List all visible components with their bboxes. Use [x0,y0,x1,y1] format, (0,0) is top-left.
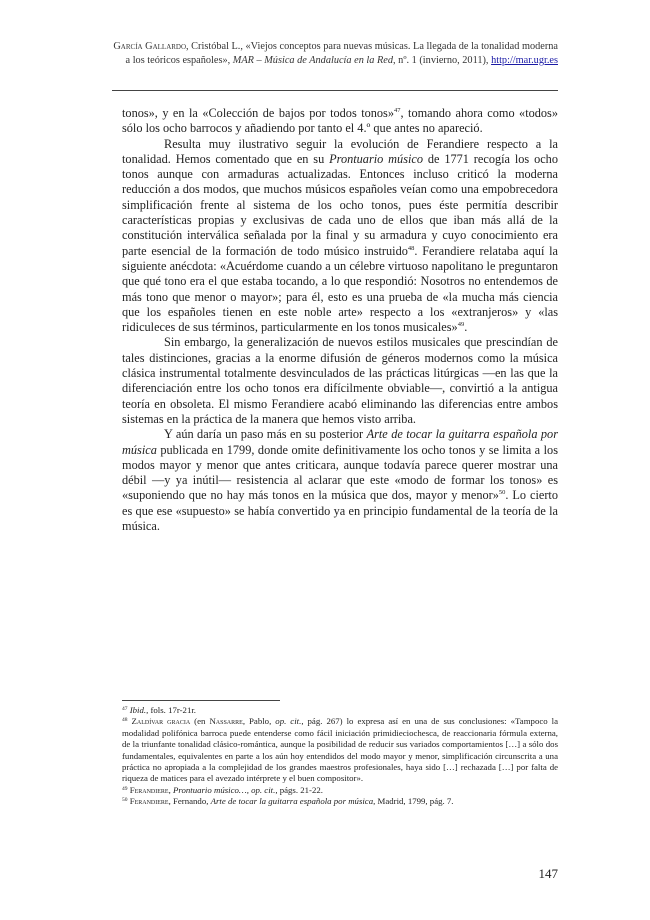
footnote-ref-49[interactable]: 49 [457,321,465,329]
main-text [122,106,558,534]
paragraph-1: tonos», y en la «Colección de bajos por todos tonos»$^{47}$, tomando ahora como «todos» sólo los ocho barrocos y añadiendo por tanto el 4.º que antes no apareció. [122,106,558,136]
header-rule [112,90,558,91]
footnote-50: $^{50}$ Ferandiere, Fernando, Arte de tocar la guitarra española por música, Madrid, 1799, pág. 7. [122,796,454,807]
paragraph-2: Resulta muy ilustrativo seguir la evolución de Ferandiere respecto a la tonalidad. Hemos comentado que en su Prontuario músico de 1771 recogía los ocho tonos aunque con armaduras actualizadas. Entonces incluso criticó la moderna reducción a dos modos, que muchos músicos españoles veían como una empobrecedora simplificación frente al sistema de los ocho tonos, pues éste permitía describir características propias y exclusivas de cada uno de ellos que iban más allá de la constitución interválica señalada por la final y su armadura y cuyo conocimiento era parte esencial de la formación de todo músico instruido$^{48}$. Ferandiere relataba aquí la siguiente anécdota: «Acuérdome cuando a un célebre virtuoso napolitano le preguntaron que qué tono era el que estaba tocando, a lo que respondió: Nosotros no entendemos de más tono que menor o mayor»; para él, esto es una prueba de «la mucha más ciencia que los españoles tienen en este noble arte» respecto a los «extranjeros» y «las ridiculeces de sus términos, particularmente en los tonos musicales»$^{49}$. [122,136,558,335]
header-citation: , Cristóbal L., «Viejos conceptos para nuevas músicas. La llegada de la tonalidad moderna a los teóricos españoles», [125,41,558,66]
header-journal: MAR – Música de Andalucía en la Red [232,54,394,66]
title-prontuario: Prontuario músico [329,151,424,166]
paragraph-4: Y aún daría un paso más en su posterior Arte de tocar la guitarra española por música publicada en 1799, donde omite definitivamente los ocho tonos y se limita a los modos mayor y menor que antes criticara, aunque todavía parece querer mostrar una débil —y ya inútil— resistencia al aclarar que este «modo de formar los tonos» es «suponiendo que no hay más tonos en la música que dos, mayor y menor»$^{50}$. Lo cierto es que ese «supuesto» se había convertido ya en principio fundamental de la teoría de la música. [122,427,558,534]
footnote-ref-50[interactable]: 50 [498,489,506,497]
footnotes [122,705,558,808]
header-author: García Gallardo [113,41,187,52]
footnote-ref-48[interactable]: 48 [407,244,415,252]
footnote-ref-47[interactable]: 47 [394,107,401,114]
page-number: 147 [538,866,558,881]
running-header [110,40,558,67]
title-arte-de-tocar: Arte de tocar la guitarra española por música [122,427,558,457]
paragraph-3: Sin embargo, la generalización de nuevos estilos musicales que prescindían de tales distinciones, gracias a la enorme difusión de géneros modernos como la música clásica instrumental totalmente desvinculados de las prácticas litúrgicas —en las que la diferenciación entre los ocho tonos era difícilmente obviable—, convirtió a la antigua teoría en obsoleta. El mismo Ferandiere acabó eliminando las diferencias entre ambos sistemas en la práctica de la manera que hemos visto arriba. [122,335,558,426]
footnote-49: $^{49}$ Ferandiere, Prontuario músico…, op. cit., págs. 21-22. [122,784,323,795]
header-issue: , nº. 1 (invierno, 2011), [393,54,492,66]
footnote-48: $^{48}$ Zaldívar gracia (en Nassarre, Pablo, op. cit., pág. 267) lo expresa así en una de sus conclusiones: «Tampoco la modalidad polifónica barroca puede entenderse como fácil iniciación primidieciochesca, de reaccionaria fórmula externa, de la triunfante tonalidad clásico-romántica, aunque la posibilidad de reducir sus variados comportamientos […] a sólo dos fundamentales, equivalentes en parte a los aún hoy entendidos del modo mayor y menor, simplificación circunscrita a una práctica no apropiada a la complejidad de los grandes maestros profesionales, haya sido […] rechazada […] por falta de riqueza de matices para el avezado intérprete y el buen compositor». [122,716,559,784]
footnote-47: $^{47}$ Ibid., fols. 17r-21r. [122,705,196,715]
header-url-link[interactable]: http://mar.ugr.es [491,54,558,66]
footnote-rule [122,700,280,701]
